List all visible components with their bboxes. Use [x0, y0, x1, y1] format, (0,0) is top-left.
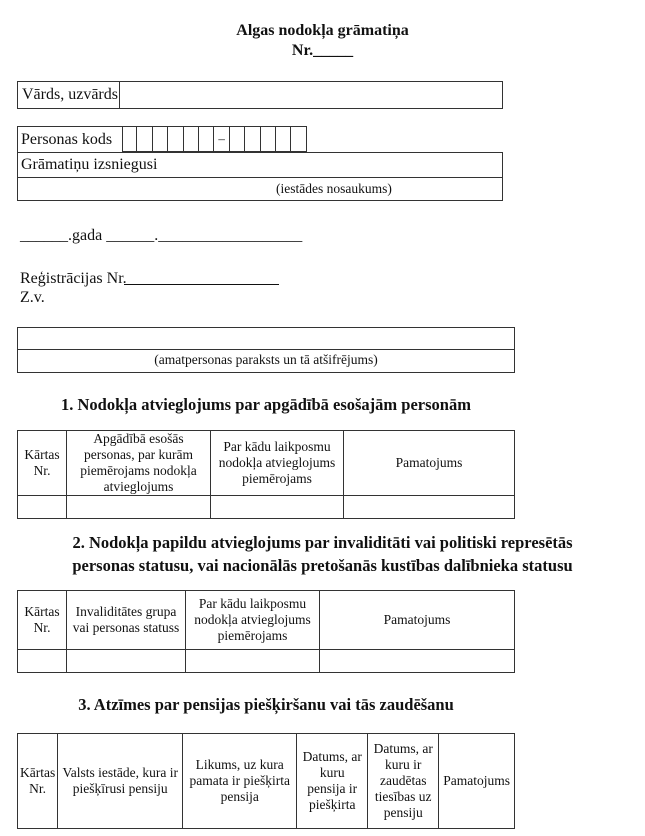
column-header: Invaliditātes grupa vai personas statuss: [67, 591, 186, 650]
signature-caption: (amatpersonas paraksts un tā atšifrējums): [154, 352, 378, 367]
column-header: Pamatojums: [344, 431, 515, 496]
signature-box: [17, 327, 515, 373]
table-cell[interactable]: [67, 650, 186, 673]
date-line[interactable]: ______.gada ______.__________________: [20, 227, 303, 244]
table-cell[interactable]: [18, 650, 67, 673]
seal-label: Z.v.: [20, 289, 45, 306]
column-header: Likums, uz kura pamata ir piešķirta pensija: [183, 734, 297, 829]
personal-code-digit[interactable]: [291, 126, 306, 152]
personal-code-digit[interactable]: [261, 126, 276, 152]
column-header: Par kādu laikposmu nodokļa atvieglojums piemērojams: [186, 591, 320, 650]
personal-code-separator: –: [214, 126, 229, 152]
issuer-caption: (iestādes nosaukums): [276, 181, 392, 196]
section-2-heading-line1: 2. Nodokļa papildu atvieglojums par invaliditāti vai politiski represētās: [72, 533, 573, 552]
issued-by-box: [17, 152, 503, 201]
issued-by-label: Grāmatiņu izsniegusi: [21, 156, 158, 173]
document-number: Nr._____: [291, 42, 354, 59]
personal-code-digit[interactable]: [168, 126, 183, 152]
signature-input[interactable]: [18, 328, 514, 349]
column-header: Valsts iestāde, kura ir piešķīrusi pensiju: [58, 734, 183, 829]
section-3-heading: 3. Atzīmes par pensijas piešķiršanu vai tās zaudēšanu: [78, 695, 454, 714]
personal-code-label-cell: [17, 126, 123, 153]
table-cell[interactable]: [344, 496, 515, 519]
name-row: [17, 81, 503, 109]
section-1-heading: 1. Nodokļa atvieglojums par apgādībā esošajām personām: [61, 395, 471, 414]
personal-code-digit[interactable]: [137, 126, 152, 152]
document-title: Algas nodokļa grāmatiņa: [236, 22, 409, 39]
column-header: Pamatojums: [439, 734, 515, 829]
issuer-input[interactable]: [18, 178, 502, 200]
divider: [18, 349, 514, 350]
column-header: Apgādībā esošās personas, par kurām piemērojams nodokļa atvieglojums: [67, 431, 211, 496]
column-header: Par kādu laikposmu nodokļa atvieglojums piemērojams: [211, 431, 344, 496]
personal-code-digit[interactable]: [122, 126, 137, 152]
personal-code-digit[interactable]: [184, 126, 199, 152]
column-header: Datums, ar kuru ir zaudētas tiesības uz pensiju: [368, 734, 439, 829]
section-3-table: [17, 733, 515, 829]
personal-code-label: Personas kods: [21, 131, 113, 148]
personal-code-digit[interactable]: [245, 126, 260, 152]
section-1-table: [17, 430, 515, 519]
table-cell[interactable]: [18, 496, 67, 519]
column-header: Kārtas Nr.: [18, 431, 67, 496]
name-input[interactable]: [119, 82, 502, 108]
table-cell[interactable]: [320, 650, 515, 673]
table-cell[interactable]: [186, 650, 320, 673]
table-cell[interactable]: [67, 496, 211, 519]
section-2-heading-line2: personas statusu, vai nacionālās pretošanās kustības dalībnieka statusu: [72, 556, 573, 575]
personal-code-digit[interactable]: [199, 126, 214, 152]
column-header: Datums, ar kuru pensija ir piešķirta: [297, 734, 368, 829]
column-header: Pamatojums: [320, 591, 515, 650]
personal-code-digit[interactable]: [153, 126, 168, 152]
section-2-table: [17, 590, 515, 673]
column-header: Kārtas Nr.: [18, 734, 58, 829]
personal-code-digit[interactable]: [276, 126, 291, 152]
personal-code-digit[interactable]: [230, 126, 245, 152]
name-label: Vārds, uzvārds: [22, 86, 118, 103]
registration-input-line[interactable]: [124, 284, 279, 285]
column-header: Kārtas Nr.: [18, 591, 67, 650]
table-cell[interactable]: [211, 496, 344, 519]
registration-label: Reģistrācijas Nr.: [20, 270, 127, 287]
